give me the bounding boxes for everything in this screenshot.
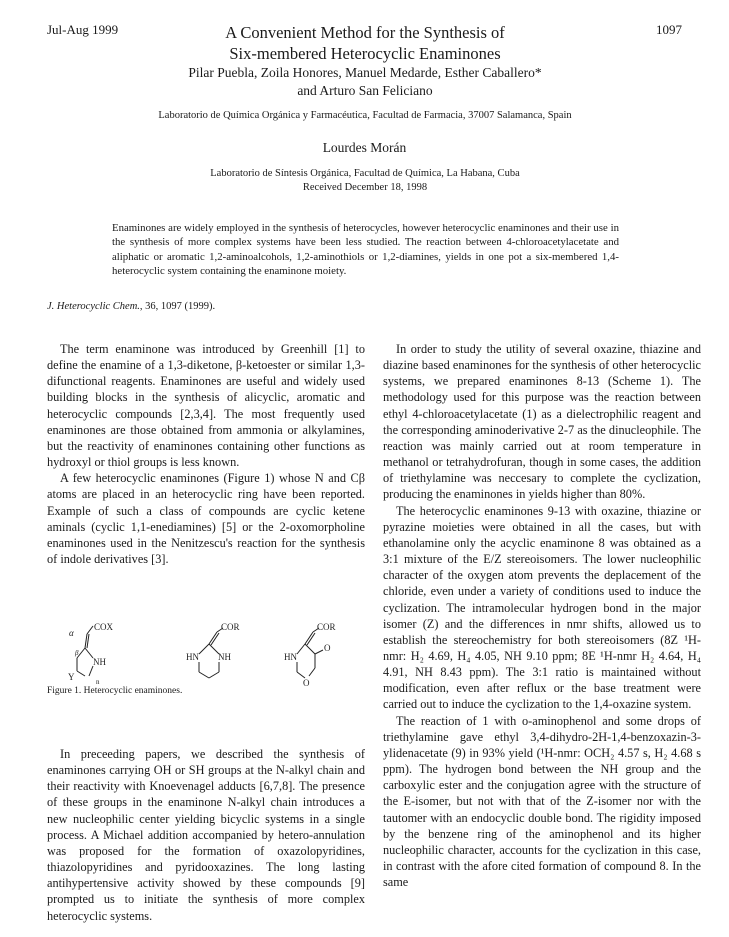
- left-column-upper: [47, 341, 365, 567]
- label-alpha: α: [69, 628, 74, 638]
- journal-reference: [47, 301, 215, 312]
- authors-line-1: Pilar Puebla, Zoila Honores, Manuel Medarde, Esther Caballero*: [188, 65, 542, 80]
- journal-name: J. Heterocyclic Chem.: [47, 301, 140, 312]
- abstract: Enaminones are widely employed in the synthesis of heterocycles, however heterocyclic enaminones and their use in the synthesis of more complex systems have been less studied. The reaction between 4-chloroacetylacetate and aliphatic or aromatic 1,2-aminoalcohols, 1,2-aminothiols or 1,2-diamines, yields in one pot a six-membered 1,4-heterocyclic system containing the enaminone moiety.: [112, 222, 619, 277]
- paper-title: [150, 22, 580, 64]
- left-column-lower: [47, 746, 365, 924]
- structure-oxomorpholine: [297, 628, 323, 678]
- second-author: Lourdes Morán: [322, 140, 407, 155]
- page-number: 1097: [656, 22, 682, 37]
- label-n: n: [96, 678, 100, 686]
- label-y: Y: [68, 672, 75, 682]
- label-nh-2: NH: [218, 652, 231, 662]
- affiliation-1: Laboratorio de Química Orgánica y Farmacéutica, Facultad de Farmacia, 37007 Salamanca, Spain: [158, 110, 572, 121]
- figure-caption: Figure 1. Heterocyclic enaminones.: [47, 686, 183, 696]
- authors-line-2: and Arturo San Feliciano: [297, 83, 433, 98]
- paragraph: A few heterocyclic enaminones (Figure 1) whose N and Cβ atoms are placed in an heterocyclic ring have been reported. Example of such a class of compounds are cyclic ketene aminals (cyclic 1,1-enediamines) [5] or the 2-oxomorpholine enaminones used in the Nenitzescu's reaction for the synthesis of indole derivatives [3].: [47, 471, 365, 567]
- label-hn-2: HN: [186, 652, 199, 662]
- affiliation-2: Laboratorio de Síntesis Orgánica, Facultad de Química, La Habana, Cuba: [210, 168, 520, 179]
- structure-ketene-aminal: [77, 626, 93, 676]
- paragraph: In order to study the utility of several oxazine, thiazine and diazine based enaminones for the synthesis of other heterocyclic systems, we prepared enaminones 8-13 (Scheme 1). The methodology used for this purpose was the reaction between ethyl 4-chloroacetylacetate (1) as a dielectrophilic reagent and the corresponding aminoderivative 2-7 as the dinucleophile. The reaction was mainly carried out at room temperature in methanol or tetrahydrofuran, though in some cases, the addition of triethylamine was neccesary to complete the cyclization, producing the enaminones in yields higher than 80%.: [383, 342, 701, 502]
- title-line-1: A Convenient Method for the Synthesis of: [225, 23, 505, 42]
- issue-date: Jul-Aug 1999: [47, 22, 119, 37]
- paragraph: The term enaminone was introduced by Greenhill [1] to define the enamine of a 1,3-diketone, β-ketoester or similar 1,3-difunctional reagents. Enaminones are useful and widely used building blocks in the synthesis of alicyclic, aromatic and heterocyclic compounds [2,3,4]. The most frequently used enaminones are those obtained from ammonia or alkylamines, but the reactivity of enaminones containing other functions as hydroxyl or thiol groups is less known.: [47, 342, 365, 470]
- paragraph: The heterocyclic enaminones 9-13 with oxazine, thiazine or pyrazine moieties were obtained in all the cases, but with ethanolamine only the acyclic enaminone 8 was obtained as a 3:1 mixture of the E/Z stereoisomers. The lower nucleophilic character of the oxygen atom prevents the deplacement of the chloride, even under a variety of conditions used to induce the cyclization. The intramolecular hydrogen bond in the major isomer (Z) and the differences in nmr shifts, allowed us to establish the stereochemistry for both stereoisomers (8Z ¹H-nmr: H₂ 4.69, H₄ 4.05, NH 9.10 ppm; 8E ¹H-nmr H₂ 4.64, H₄ 4.91, NH 8.43 ppm). The 3:1 ratio is maintained without modification, even after reflux or the base treatment were carried out to induce the cyclization to the 1,4-oxazine system.: [383, 503, 701, 712]
- title-line-2: Six-membered Heterocyclic Enaminones: [229, 44, 501, 63]
- figure-1-structures: [47, 618, 365, 688]
- label-cox: COX: [94, 622, 114, 632]
- label-nh-1: NH: [93, 657, 106, 667]
- author-list: [120, 64, 610, 100]
- label-hn-3: HN: [284, 652, 297, 662]
- paragraph: The reaction of 1 with o-aminophenol and some drops of triethylamine gave ethyl 3,4-dihydro-2H-1,4-benzoxazin-3-ylidenacetate (9) in 93% yield (¹H-nmr: OCH₂ 4.57 s, H₂ 4.68 s ppm). The hydrogen bond between the NH group and the carboxylic ester and the conjugation agree with the structure of the E-isomer, but not with that of the Z-isomer nor with the tautomer with an endocyclic double bond. The rigidity imposed by the benzene ring of the aminophenol and its higher nucleophilic character, accounts for the cyclization in this case, in contrast with the afore cited formation of compound 8. In the same: [383, 713, 701, 890]
- label-cor-2: COR: [317, 622, 336, 632]
- paragraph: In preceeding papers, we described the synthesis of enaminones carrying OH or SH groups at the N-alkyl chain and their reactivity with Knoevenagel adducts [6,7,8]. The presence of these groups in the enaminone N-alkyl chain introduces a new nucleophilic center yielding bicyclic systems in a single process. A Michael addition accompanied by hetero-annulation was proposed for the formation of oxazolopyridines, thiazolopyridines and pyridooxazines. The long lasting antihypertensive activity showed by these compounds [9] prompted us to initiate the synthesis of more complex heterocyclic systems.: [47, 747, 365, 923]
- label-o-carbonyl: O: [324, 643, 331, 653]
- label-o-ring: O: [303, 678, 310, 688]
- right-column: [383, 341, 701, 931]
- journal-citation: , 36, 1097 (1999).: [139, 301, 216, 312]
- received-date: Received December 18, 1998: [302, 182, 428, 193]
- label-beta: β: [75, 649, 79, 657]
- label-cor-1: COR: [221, 622, 240, 632]
